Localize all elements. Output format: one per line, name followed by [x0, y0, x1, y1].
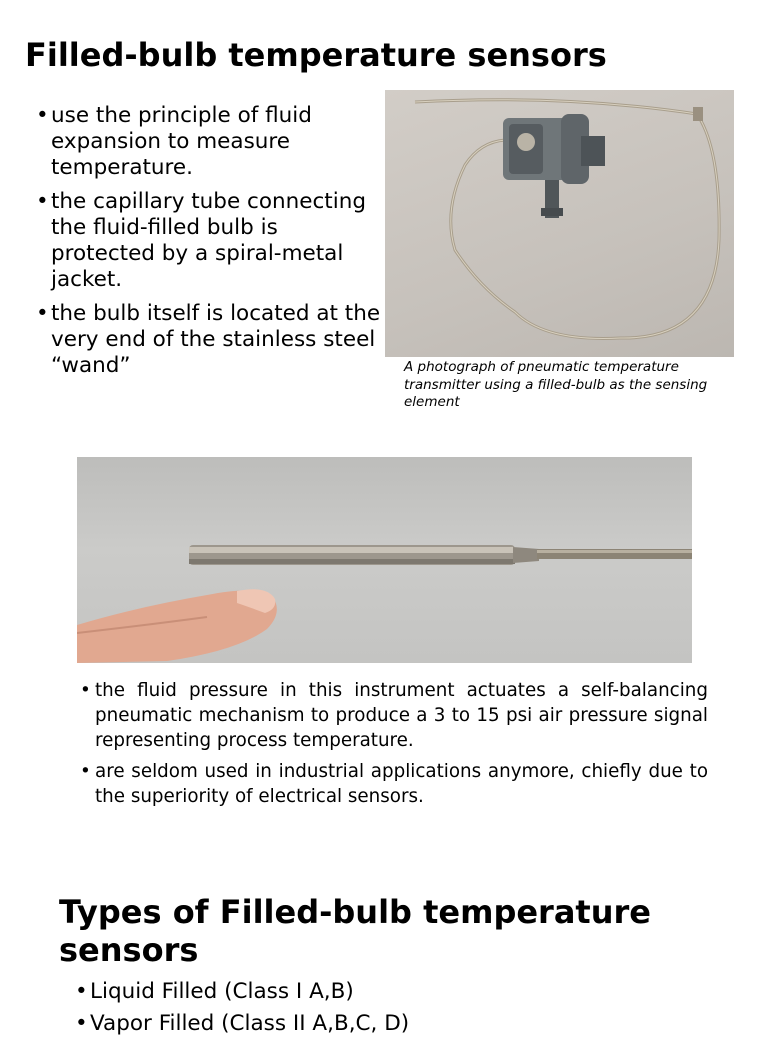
photo-caption: A photograph of pneumatic temperature transmitter using a filled-bulb as the sensing element: [404, 359, 708, 410]
bullet-item: • use the principle of fluid expansion to measure temperature.: [51, 103, 381, 181]
intro-bullet-list: [51, 103, 381, 387]
wand-photo: [77, 457, 692, 663]
detail-bullet-list: [95, 678, 708, 815]
section-title: Types of Filled-bulb temperature sensors: [59, 893, 651, 969]
slide-title: Filled-bulb temperature sensors: [25, 36, 607, 74]
type-item: • Vapor Filled (Class II A,B,C, D): [90, 1009, 690, 1038]
bullet-item: • are seldom used in industrial applications anymore, chiefly due to the superiority of electrical sensors.: [95, 759, 708, 809]
bullet-item: • the bulb itself is located at the very end of the stainless steel “wand”: [51, 301, 381, 379]
type-item: • Liquid Filled (Class I A,B): [90, 977, 690, 1006]
bullet-item: • the capillary tube connecting the fluid-filled bulb is protected by a spiral-metal jacket.: [51, 189, 381, 293]
types-list: [90, 977, 690, 1041]
bullet-item: • the fluid pressure in this instrument actuates a self-balancing pneumatic mechanism to produce a 3 to 15 psi air pressure signal representing process temperature.: [95, 678, 708, 753]
transmitter-photo: [385, 90, 734, 357]
